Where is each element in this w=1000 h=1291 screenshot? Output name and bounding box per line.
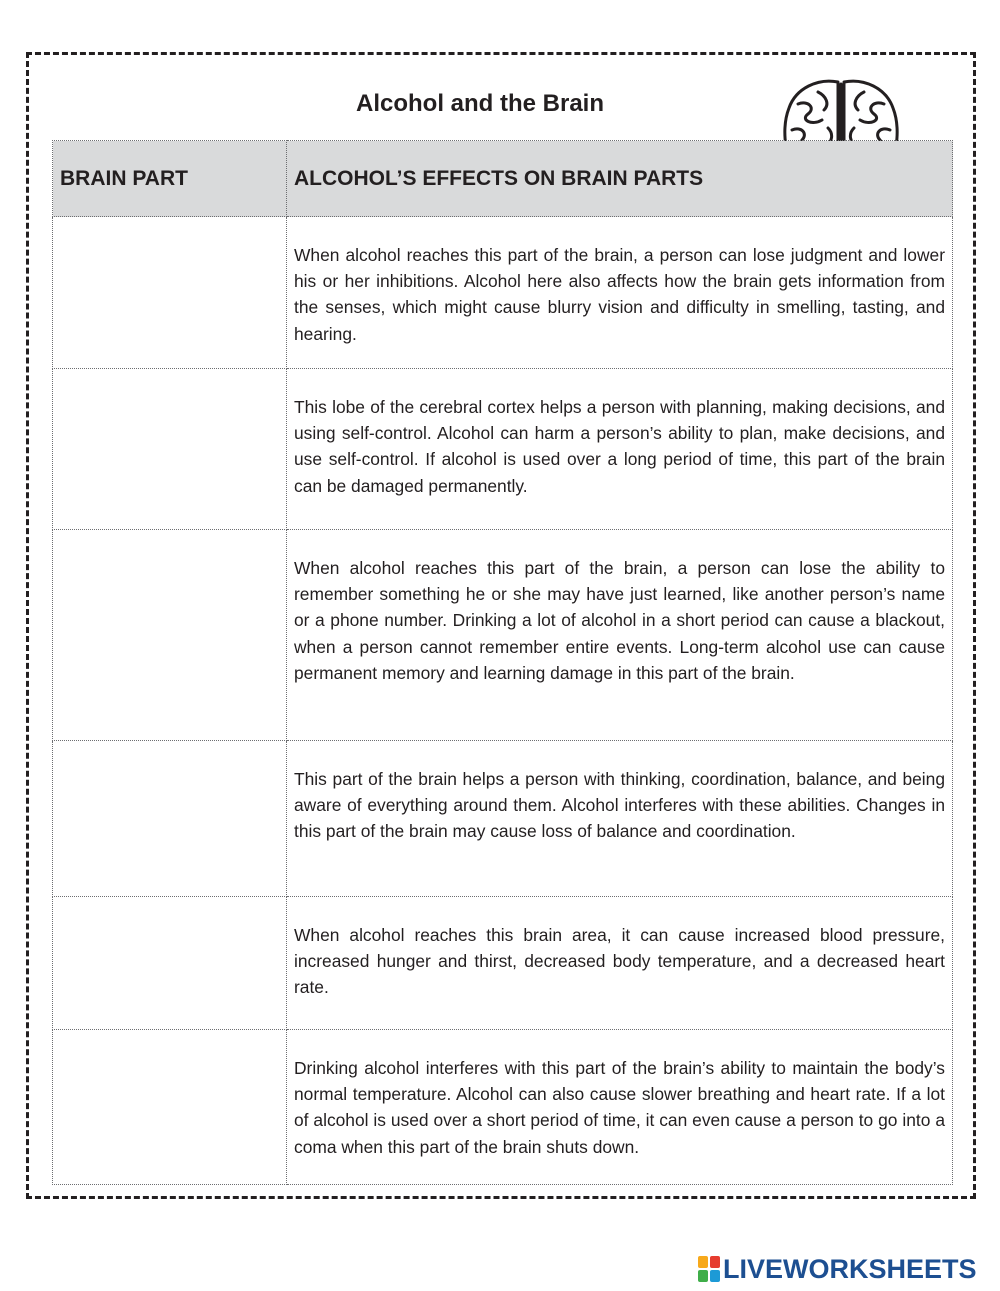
table-row: [53, 897, 953, 1030]
table-header-row: [53, 141, 953, 217]
brain-part-answer-input[interactable]: [54, 955, 285, 972]
brain-part-answer-cell[interactable]: [53, 741, 287, 897]
brain-part-answer-cell[interactable]: [53, 369, 287, 530]
table-row: [53, 1030, 953, 1185]
effect-description: When alcohol reaches this brain area, it can cause increased blood pressure, increased hunger and thirst, decreased body temperature, and a decreased heart rate.: [287, 897, 953, 1030]
effect-description: When alcohol reaches this part of the brain, a person can lose judgment and lower his or her inhibitions. Alcohol here also affects how the brain gets information from the senses, which might cause blurry vision and difficulty in smelling, tasting, and hearing.: [287, 217, 953, 369]
brain-part-answer-input[interactable]: [54, 627, 285, 644]
worksheet-table: [52, 140, 953, 1185]
effect-description: This part of the brain helps a person with thinking, coordination, balance, and being aware of everything around them. Alcohol interferes with these abilities. Changes in this part of the brain may cause loss of balance and coordination.: [287, 741, 953, 897]
brain-part-answer-cell[interactable]: [53, 217, 287, 369]
header-effects: ALCOHOL’S EFFECTS ON BRAIN PARTS: [287, 141, 953, 217]
brain-part-answer-cell[interactable]: [53, 897, 287, 1030]
brain-part-answer-input[interactable]: [54, 284, 285, 301]
table-row: [53, 369, 953, 530]
header-brain-part: BRAIN PART: [53, 141, 287, 217]
effect-description: This lobe of the cerebral cortex helps a person with planning, making decisions, and using self-control. Alcohol can harm a person’s ability to plan, make decisions, and use self-control. If alcohol is used over a long period of time, this part of the brain can be damaged permanently.: [287, 369, 953, 530]
brain-part-answer-input[interactable]: [54, 1099, 285, 1116]
effect-description: When alcohol reaches this part of the brain, a person can lose the ability to remember something he or she may have just learned, like another person’s name or a phone number. Drinking a lot of alcohol in a short period can cause a blackout, when a person cannot remember entire events. Long-term alcohol use can cause permanent memory and learning damage in this part of the brain.: [287, 530, 953, 741]
table-row: [53, 530, 953, 741]
brain-part-answer-cell[interactable]: [53, 530, 287, 741]
liveworksheets-logo-text: LIVEWORKSHEETS: [723, 1253, 977, 1284]
table-row: [53, 217, 953, 369]
liveworksheets-logo: [698, 1254, 994, 1284]
liveworksheets-logo-mark-icon: [698, 1256, 720, 1282]
brain-part-answer-input[interactable]: [54, 810, 285, 827]
worksheet-title: Alcohol and the Brain: [355, 90, 604, 117]
logo-square-green: [698, 1270, 708, 1282]
logo-square-yellow: [698, 1256, 708, 1268]
logo-square-red: [710, 1256, 720, 1268]
table-row: [53, 741, 953, 897]
brain-part-answer-cell[interactable]: [53, 1030, 287, 1185]
effect-description: Drinking alcohol interferes with this part of the brain’s ability to maintain the body’s normal temperature. Alcohol can also cause slower breathing and heart rate. If a lot of alcohol is used over a short period of time, it can even cause a person to go into a coma when this part of the brain shuts down.: [287, 1030, 953, 1185]
brain-part-answer-input[interactable]: [54, 441, 285, 458]
logo-square-blue: [710, 1270, 720, 1282]
